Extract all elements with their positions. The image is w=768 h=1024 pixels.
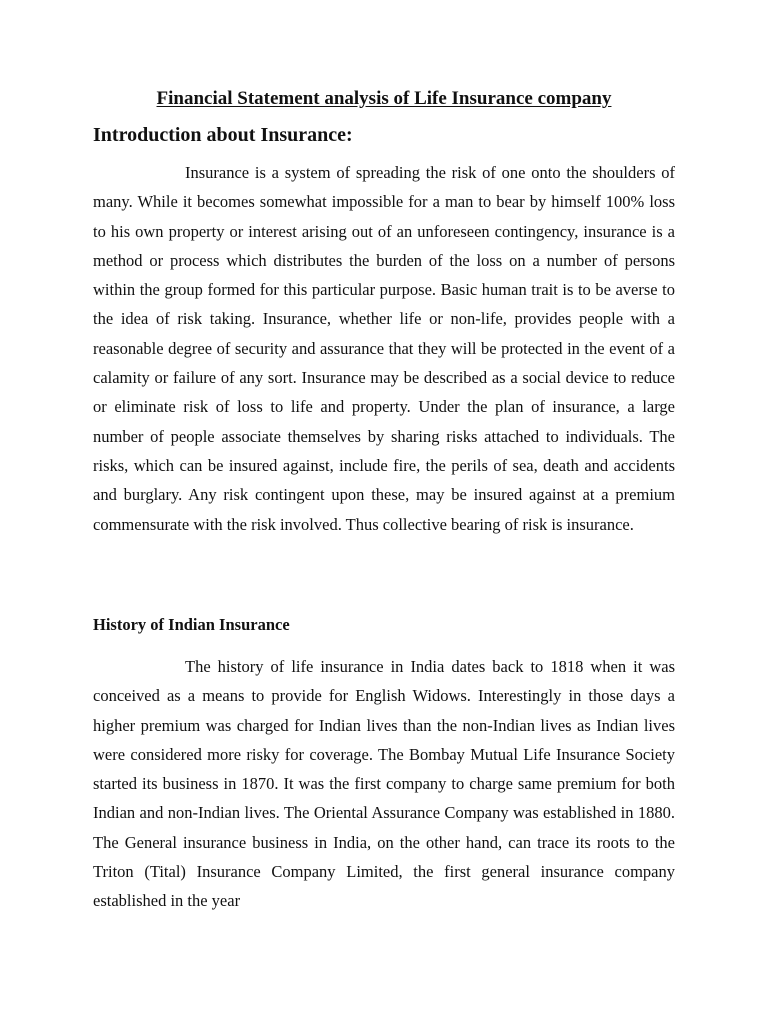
section-paragraph-history: The history of life insurance in India dates back to 1818 when it was conceived as a means to provide for English Widows. Interestingly in those days a higher premium was charged for Indian lives than the non-Indian lives as Indian lives were considered more risky for coverage. The Bombay Mutual Life Insurance Society started its business in 1870. It was the first company to charge same premium for both Indian and non-Indian lives. The Oriental Assurance Company was established in 1880. The General insurance business in India, on the other hand, can trace its roots to the Triton (Tital) Insurance Company Limited, the first general insurance company established in the year: [93, 657, 675, 911]
section-paragraph-introduction: Insurance is a system of spreading the risk of one onto the shoulders of many. While it becomes somewhat impossible for a man to bear by himself 100% loss to his own property or interest arising out of an unforeseen contingency, insurance is a method or process which distributes the burden of the loss on a number of persons within the group formed for this particular purpose. Basic human trait is to be averse to the idea of risk taking. Insurance, whether life or non-life, provides people with a reasonable degree of security and assurance that they will be protected in the event of a calamity or failure of any sort. Insurance may be described as a social device to reduce or eliminate risk of loss to life and property. Under the plan of insurance, a large number of people associate themselves by sharing risks attached to individuals. The risks, which can be insured against, include fire, the perils of sea, death and accidents and burglary. Any risk contingent upon these, may be insured against at a premium commensurate with the risk involved. Thus collective bearing of risk is insurance.: [93, 163, 675, 534]
document-title: Financial Statement analysis of Life Insurance company: [156, 88, 612, 109]
section-heading-introduction: Introduction about Insurance:: [93, 124, 353, 146]
section-heading-history: History of Indian Insurance: [93, 615, 290, 634]
